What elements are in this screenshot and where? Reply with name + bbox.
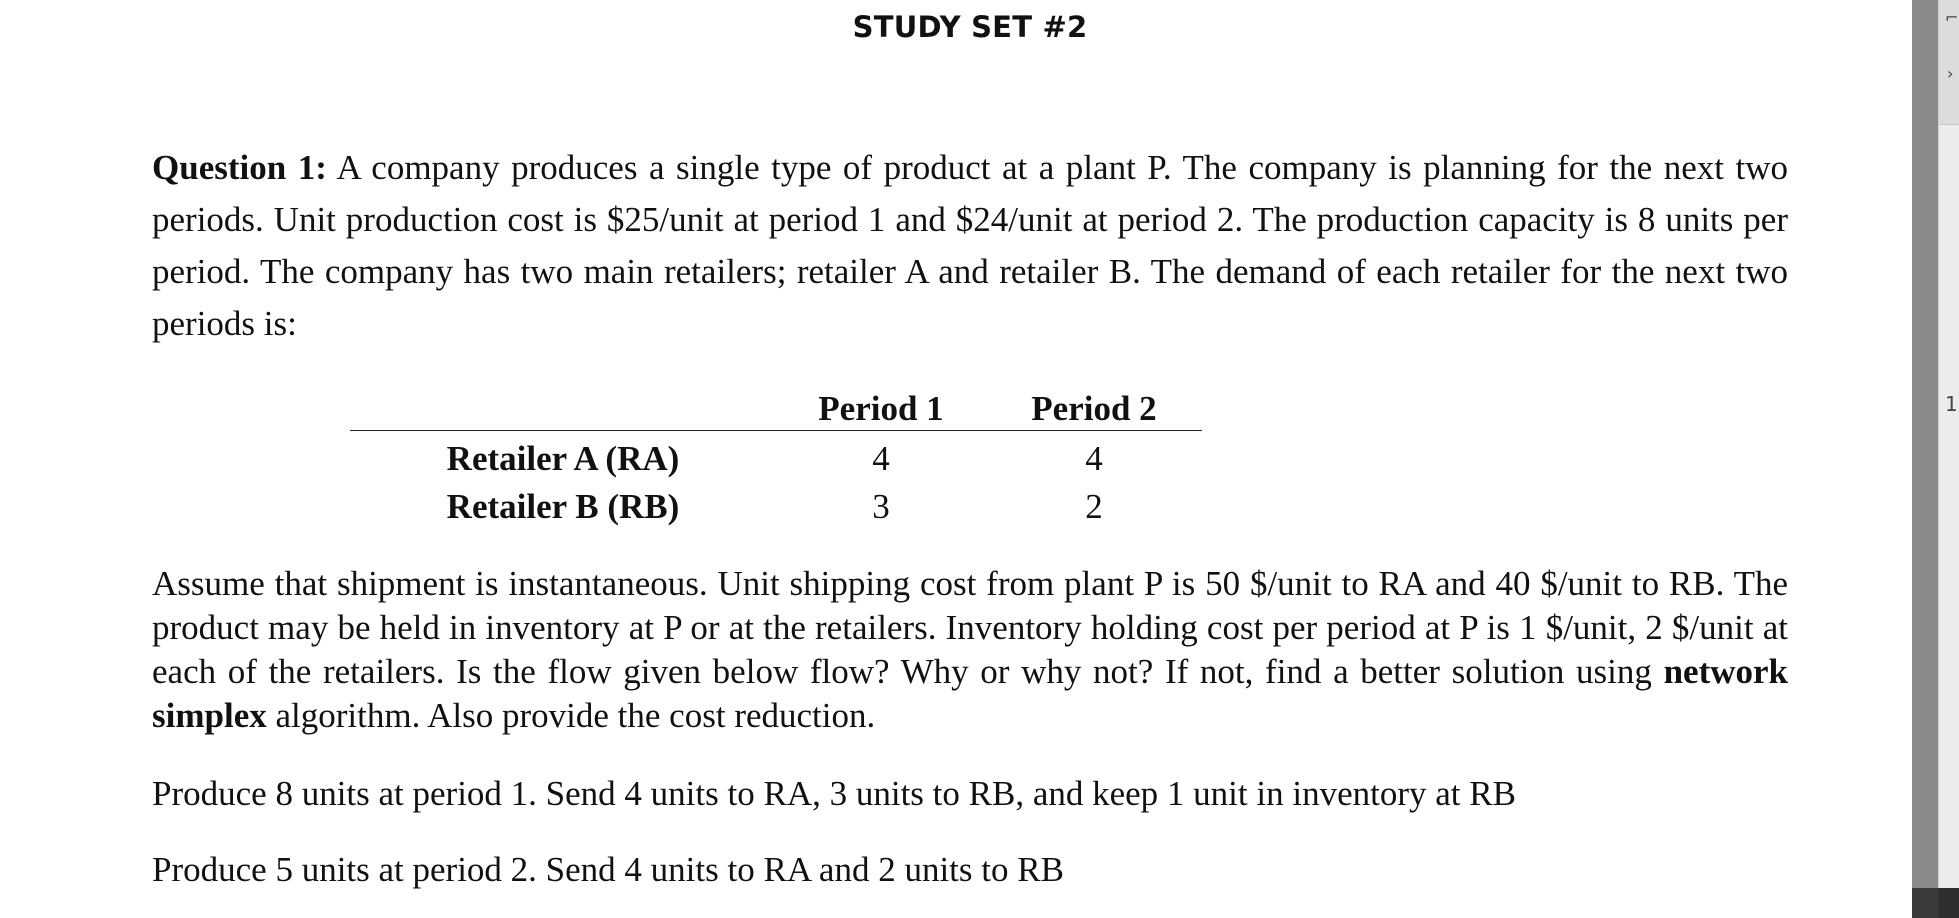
- demand-table-container: [350, 388, 1202, 531]
- question-1-paragraph: [152, 142, 1788, 350]
- side-marker: 1: [1945, 392, 1958, 416]
- assumptions-text-start: Assume that shipment is instantaneous. Unit shipping cost from plant P is 50 $/unit to RA and 40 $/unit to RB. The product may be held in inventory at P or at the retailers. Inventory holding cost per period at P is 1 $/unit, 2 $/unit at each of the retailers. Is the flow given below flow? Why or why not? If not, find a better solution using: [152, 564, 1788, 691]
- table-header-empty: [350, 388, 776, 431]
- side-panel: [1938, 0, 1959, 918]
- document-title: STUDY SET #2: [852, 10, 1088, 44]
- cell-rb-period-2: 2: [1085, 487, 1103, 526]
- assumptions-text-end: algorithm. Also provide the cost reduction.: [266, 696, 876, 735]
- flow-line-period-2: Produce 5 units at period 2. Send 4 units to RA and 2 units to RB: [152, 850, 1064, 889]
- vertical-scrollbar[interactable]: [1912, 0, 1938, 918]
- question-1-label: Question 1:: [152, 148, 327, 187]
- flow-line-period-1: Produce 8 units at period 1. Send 4 units to RA, 3 units to RB, and keep 1 unit in inventory at RB: [152, 774, 1516, 813]
- chevron-right-icon[interactable]: ›: [1947, 64, 1954, 83]
- row-label-retailer-a: Retailer A (RA): [446, 439, 680, 478]
- side-panel-bottom-block: [1938, 888, 1959, 918]
- table-header-period-1: Period 1: [776, 388, 986, 431]
- cell-rb-period-1: 3: [872, 487, 890, 526]
- row-label-retailer-b: Retailer B (RB): [446, 487, 680, 526]
- table-row: [350, 483, 1202, 531]
- assumptions-bold-term: network simplex: [152, 652, 1788, 735]
- table-header-row: [350, 388, 1202, 431]
- cell-ra-period-2: 4: [1085, 439, 1103, 478]
- table-header-period-2: Period 2: [986, 388, 1202, 431]
- scrollbar-thumb[interactable]: [1912, 888, 1938, 918]
- demand-table: [350, 388, 1202, 531]
- cell-ra-period-1: 4: [872, 439, 890, 478]
- corner-bracket-icon: ⌐: [1945, 8, 1959, 27]
- question-1-text: A company produces a single type of product at a plant P. The company is planning for the next two periods. Unit production cost is $25/unit at period 1 and $24/unit at period 2. The production capacity is 8 units per period. The company has two main retailers; retailer A and retailer B. The demand of each retailer for the next two periods is:: [152, 148, 1788, 343]
- table-row: [350, 431, 1202, 484]
- assumptions-paragraph: [152, 562, 1788, 738]
